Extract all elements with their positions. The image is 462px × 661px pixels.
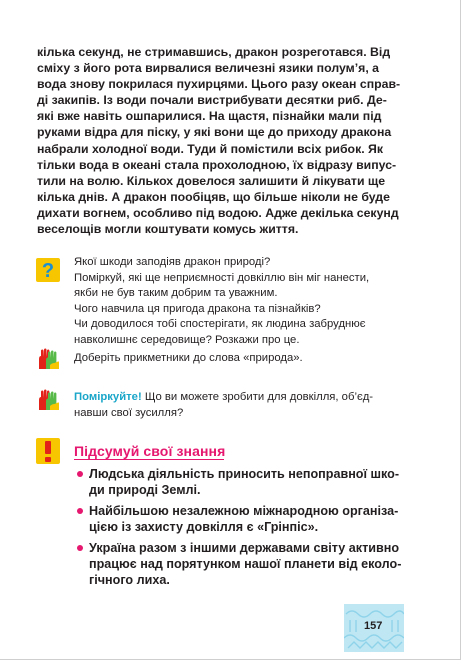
story-line: веселощів могли коштувати комусь життя.: [37, 222, 299, 237]
summary-item-line: працює над порятунком нашої планети від еколо-: [89, 557, 402, 572]
summary-item: [77, 540, 422, 589]
page-number-badge: [344, 604, 404, 652]
summary-list: [77, 466, 422, 593]
hands-icon: [36, 388, 60, 412]
story-line: дихати вогнем, особливо під водою. Адже декілька секунд: [37, 205, 399, 220]
exclamation-icon: [36, 438, 60, 464]
hands-icon: [36, 347, 60, 371]
question-line: навколишнє середовище? Розкажи про це.: [74, 333, 300, 346]
question-line: Чи доводилося тобі спостерігати, як людина забруднює: [74, 318, 366, 331]
bullet-dot: [77, 471, 83, 477]
story-line: ді закипів. Із води почали вистрибувати десятки риб. Де-: [37, 93, 387, 108]
task-adjectives-text: Доберіть прикметники до слова «природа».: [74, 352, 303, 364]
task-adjectives: [36, 347, 426, 371]
story-line: які вже навіть ошпарилися. На щастя, пізнайки мали під: [37, 109, 382, 124]
question-line: Якої шкоди заподіяв дракон природі?: [74, 256, 271, 268]
story-line: набрали холодної води. Туди й помістили всіх рибок. Як: [37, 141, 384, 156]
summary-item: [77, 503, 422, 536]
questions-block: [36, 255, 426, 351]
summary-item-line: Україна разом з іншими державами світу активно: [89, 540, 400, 555]
bullet-dot: [77, 545, 83, 551]
task-think-text: Поміркуйте! Що ви можете зробити для довкілля, об’єд- навши свої зусилля?: [74, 391, 374, 419]
story-line: тільки вода в океані стала прохолодною, їх відразу випус-: [37, 157, 397, 172]
story-line: кілька секунд, не стримавшись, дракон розреготався. Від: [37, 45, 391, 59]
task-think: [36, 388, 426, 422]
story-line: сміху з його рота вирвалися величезні язики полум’я, а: [37, 61, 380, 76]
svg-text:?: ?: [41, 260, 55, 282]
bullet-dot: [77, 508, 83, 514]
question-mark-icon: [36, 258, 60, 282]
summary-item: [77, 466, 422, 499]
page-number: 157: [364, 620, 383, 632]
think-label: Поміркуйте!: [74, 391, 142, 403]
story-line: руками відра для піску, у які вони ще до приходу дракона: [37, 125, 392, 140]
summary-item-line: Людська діяльність приносить непоправної шко-: [89, 467, 400, 481]
story-text: [37, 44, 417, 237]
questions-text: [74, 255, 424, 349]
summary-item-line: Найбільшою незалежною міжнародною організа-: [89, 503, 399, 518]
story-line: кілька днів. А дракон пообіцяв, що більше ніколи не буде: [37, 189, 390, 204]
question-line: якби не був таким добрим та уважним.: [74, 287, 278, 300]
story-line: тили на волю. Кількох довелося залишити й лікувати ще: [37, 173, 386, 188]
summary-title: Підсумуй свої знання: [74, 443, 226, 459]
summary-item-line: гічного лиха.: [89, 573, 170, 588]
question-line: Чого навчила ця пригода дракона та пізнайків?: [74, 302, 321, 315]
question-line: Поміркуй, які ще неприємності довкіллю він міг нанести,: [74, 271, 370, 284]
summary-title-underline: [74, 459, 224, 460]
summary-item-line: цією із захисту довкілля є «Грінпіс».: [89, 520, 319, 535]
summary-item-line: ди природі Землі.: [89, 483, 201, 498]
story-line: вода знову покрилася пухирцями. Цього разу океан справ-: [37, 77, 401, 92]
